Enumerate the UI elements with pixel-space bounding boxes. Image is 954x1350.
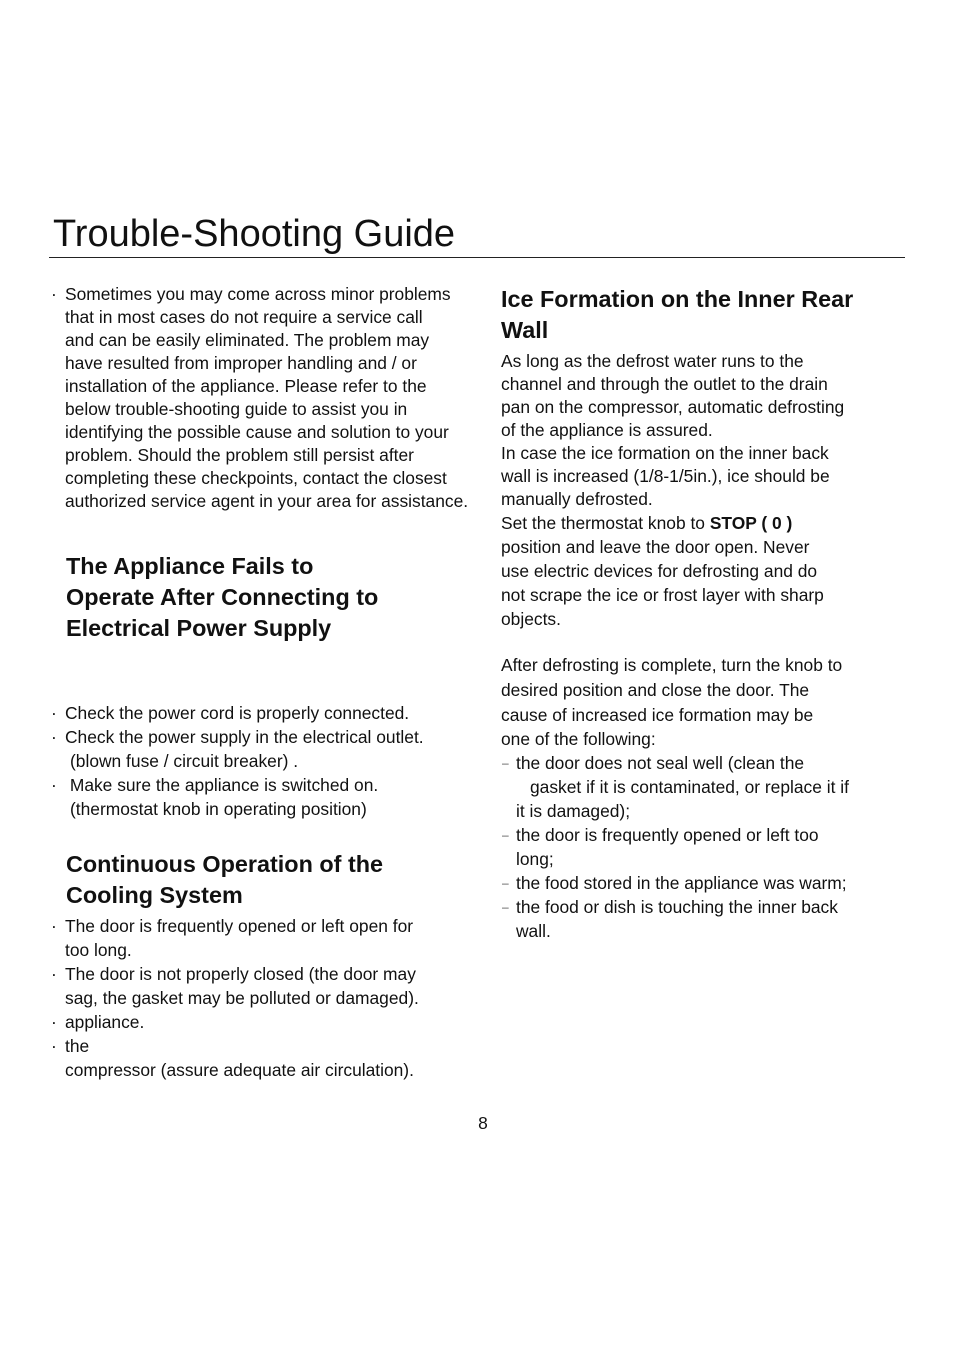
text-line: In case the ice formation on the inner back bbox=[501, 443, 829, 463]
text-line: desired position and close the door. The bbox=[501, 680, 810, 700]
right-column bbox=[501, 284, 891, 943]
heading-line: Wall bbox=[501, 317, 549, 343]
text-line: not scrape the ice or frost layer with sharp bbox=[501, 585, 824, 605]
heading-line: The Appliance Fails to bbox=[66, 553, 314, 579]
list-item: · the bbox=[48, 1034, 500, 1058]
cause-item-continuation: it is damaged); bbox=[516, 801, 631, 821]
intro-line: have resulted from improper handling and / or bbox=[65, 353, 417, 373]
text-line-start: Set the thermostat knob to bbox=[501, 513, 710, 533]
intro-line: problem. Should the problem still persist after bbox=[65, 445, 414, 465]
cause-item: – the food or dish is touching the inner back bbox=[501, 895, 891, 919]
intro-line: installation of the appliance. Please refer to the bbox=[65, 376, 427, 396]
heading-line: Operate After Connecting to bbox=[66, 584, 379, 610]
text-line: cause of increased ice formation may be bbox=[501, 705, 814, 725]
ice-paragraph bbox=[501, 350, 891, 751]
heading-line: Electrical Power Supply bbox=[66, 615, 332, 641]
cause-item-continuation: gasket if it is contaminated, or replace it if bbox=[530, 777, 849, 797]
list-item: · The door is frequently opened or left open for bbox=[48, 914, 500, 938]
left-column bbox=[48, 283, 500, 1082]
heading-line: Continuous Operation of the bbox=[66, 851, 384, 877]
list-item-continuation: (thermostat knob in operating position) bbox=[70, 799, 367, 819]
list-item-continuation: sag, the gasket may be polluted or damaged). bbox=[65, 988, 419, 1008]
list-item: · Check the power supply in the electrical outlet. bbox=[48, 725, 500, 749]
intro-line: · Sometimes you may come across minor problems bbox=[48, 283, 500, 306]
list-item: · The door is not properly closed (the door may bbox=[48, 962, 500, 986]
text-line: position and leave the door open. Never bbox=[501, 537, 810, 557]
text-line bbox=[501, 511, 891, 535]
intro-line: identifying the possible cause and solution to your bbox=[65, 422, 449, 442]
page-number: 8 bbox=[478, 1113, 488, 1133]
title-rule bbox=[49, 257, 905, 258]
heading-line: Ice Formation on the Inner Rear bbox=[501, 286, 854, 312]
text-line: of the appliance is assured. bbox=[501, 420, 713, 440]
text-line: After defrosting is complete, turn the knob to bbox=[501, 655, 843, 675]
list-item: · appliance. bbox=[48, 1010, 500, 1034]
text-line: objects. bbox=[501, 609, 561, 629]
intro-paragraph bbox=[48, 283, 500, 513]
section-heading-power bbox=[48, 551, 500, 644]
list-item-continuation: too long. bbox=[65, 940, 132, 960]
text-line: pan on the compressor, automatic defrosting bbox=[501, 397, 845, 417]
cooling-checklist bbox=[48, 914, 500, 1082]
list-item: · Make sure the appliance is switched on. bbox=[48, 773, 500, 797]
power-checklist bbox=[48, 701, 500, 821]
text-line: manually defrosted. bbox=[501, 489, 653, 509]
cause-item-continuation: wall. bbox=[516, 921, 551, 941]
list-item-continuation: compressor (assure adequate air circulation). bbox=[65, 1060, 414, 1080]
cause-item: – the door is frequently opened or left too bbox=[501, 823, 891, 847]
intro-line: completing these checkpoints, contact the closest bbox=[65, 468, 447, 488]
list-item-continuation: (blown fuse / circuit breaker) . bbox=[70, 751, 299, 771]
cause-item-continuation: long; bbox=[516, 849, 554, 869]
text-line: use electric devices for defrosting and do bbox=[501, 561, 818, 581]
section-heading-cooling bbox=[48, 849, 500, 911]
stop-setting-label: STOP ( 0 ) bbox=[709, 513, 793, 533]
ice-causes-list bbox=[501, 751, 891, 943]
heading-line: Cooling System bbox=[66, 882, 243, 908]
list-item: · Check the power cord is properly connected. bbox=[48, 701, 500, 725]
intro-line: authorized service agent in your area for assistance. bbox=[65, 491, 469, 511]
text-line: As long as the defrost water runs to the bbox=[501, 351, 804, 371]
text-line: one of the following: bbox=[501, 729, 656, 749]
intro-line: and can be easily eliminated. The problem may bbox=[65, 330, 430, 350]
text-line: channel and through the outlet to the drain bbox=[501, 374, 828, 394]
text-line: wall is increased (1/8-1/5in.), ice should be bbox=[501, 466, 830, 486]
page-title: Trouble-Shooting Guide bbox=[53, 213, 456, 255]
section-heading-ice bbox=[501, 284, 891, 346]
intro-line: below trouble-shooting guide to assist you in bbox=[65, 399, 408, 419]
intro-line: that in most cases do not require a service call bbox=[65, 307, 423, 327]
cause-item: – the door does not seal well (clean the bbox=[501, 751, 891, 775]
cause-item: – the food stored in the appliance was warm; bbox=[501, 871, 891, 895]
